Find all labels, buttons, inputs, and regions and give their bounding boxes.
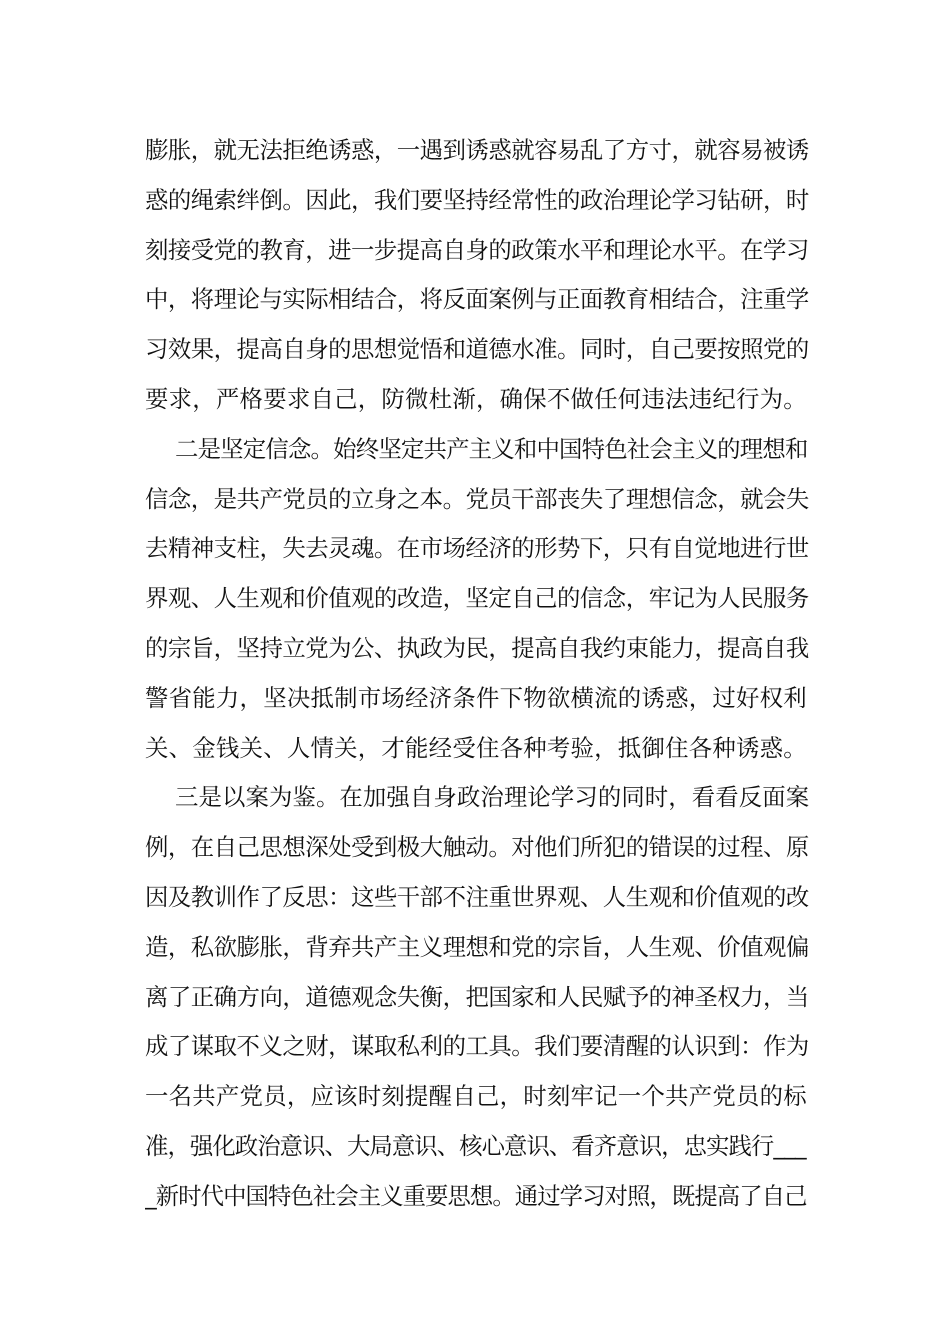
text-line: 离了正确方向，道德观念失衡，把国家和人民赋予的神圣权力，当 (145, 982, 809, 1011)
text-line: 要求，严格要求自己，防微杜渐，确保不做任何违法违纪行为。 (145, 384, 807, 413)
paragraph-heading-line: 二是坚定信念。始终坚定共产主义和中国特色社会主义的理想和 (175, 434, 808, 463)
paragraph-heading-line: 三是以案为鉴。在加强自身政治理论学习的同时，看看反面案 (175, 783, 810, 812)
text-line: 去精神支柱，失去灵魂。在市场经济的形势下，只有自觉地进行世 (145, 534, 809, 563)
text-line: 准，强化政治意识、大局意识、核心意识、看齐意识，忠实践行___ (145, 1131, 806, 1160)
text-line: 习效果，提高自身的思想觉悟和道德水准。同时，自己要按照党的 (145, 335, 809, 364)
text-line: 刻接受党的教育，进一步提高自身的政策水平和理论水平。在学习 (145, 235, 809, 264)
text-line: 惑的绳索绊倒。因此，我们要坚持经常性的政治理论学习钻研，时 (145, 185, 809, 214)
text-line: 关、金钱关、人情关，才能经受住各种考验，抵御住各种诱惑。 (145, 733, 807, 762)
text-line: _新时代中国特色社会主义重要思想。通过学习对照，既提高了自己 (145, 1181, 807, 1210)
text-line: 信念，是共产党员的立身之本。党员干部丧失了理想信念，就会失 (145, 484, 809, 513)
body-text (145, 126, 810, 1222)
text-line: 中，将理论与实际相结合，将反面案例与正面教育相结合，注重学 (145, 285, 809, 314)
text-line: 成了谋取不义之财，谋取私利的工具。我们要清醒的认识到：作为 (145, 1032, 809, 1061)
text-line: 因及教训作了反思：这些干部不注重世界观、人生观和价值观的改 (145, 882, 809, 911)
text-line: 膨胀，就无法拒绝诱惑，一遇到诱惑就容易乱了方寸，就容易被诱 (145, 136, 809, 164)
text-line: 界观、人生观和价值观的改造，坚定自己的信念，牢记为人民服务 (145, 584, 809, 613)
text-line: 的宗旨，坚持立党为公、执政为民，提高自我约束能力，提高自我 (145, 633, 809, 662)
text-line: 一名共产党员，应该时刻提醒自己，时刻牢记一个共产党员的标 (145, 1082, 807, 1111)
text-line: 造，私欲膨胀，背弃共产主义理想和党的宗旨，人生观、价值观偏 (145, 932, 809, 961)
text-line: 例，在自己思想深处受到极大触动。对他们所犯的错误的过程、原 (145, 833, 809, 862)
text-line: 警省能力，坚决抵制市场经济条件下物欲横流的诱惑，过好权利 (145, 683, 807, 712)
